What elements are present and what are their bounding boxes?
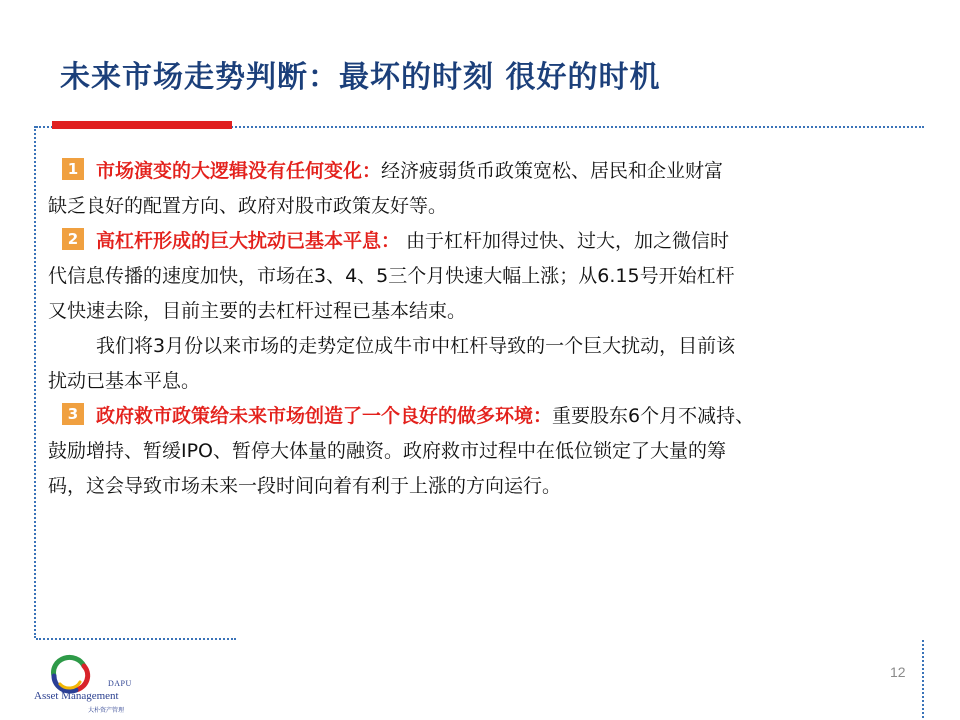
frame-right-border — [922, 640, 924, 718]
frame-bottom-border — [36, 638, 236, 640]
point-2-line-1 — [48, 224, 923, 259]
point-2-text: 由于杠杆加得过快、过大，加之微信时 — [400, 230, 730, 252]
logo-brand: DAPU — [108, 679, 132, 688]
point-2-badge: 2 — [62, 228, 84, 250]
point-1-line-2: 缺乏良好的配置方向、政府对股市政策友好等。 — [48, 195, 448, 217]
point-1-heading: 市场演变的大逻辑没有任何变化： — [96, 160, 382, 182]
title-accent-bar — [52, 121, 232, 129]
point-3-line-3: 码，这会导致市场未来一段时间向着有利于上涨的方向运行。 — [48, 475, 562, 497]
logo-chinese-name: 大朴资产管理 — [88, 707, 125, 714]
point-3-text: 重要股东6个月不减持、 — [552, 405, 755, 427]
company-logo — [34, 654, 144, 716]
frame-left-border — [34, 126, 36, 638]
point-3-badge: 3 — [62, 403, 84, 425]
point-3-line-1 — [48, 399, 923, 434]
point-2-heading: 高杠杆形成的巨大扰动已基本平息： — [96, 230, 401, 252]
logo-name: Asset Management — [34, 690, 119, 702]
point-2-line-3: 又快速去除，目前主要的去杠杆过程已基本结束。 — [48, 300, 467, 322]
point-1-text: 经济疲弱货币政策宽松、居民和企业财富 — [381, 160, 724, 182]
point-2-paragraph-line-2: 扰动已基本平息。 — [48, 370, 201, 392]
point-1-line-1 — [48, 154, 923, 189]
point-2-line-2: 代信息传播的速度加快，市场在3、4、5三个月快速大幅上涨；从6.15号开始杠杆 — [48, 265, 735, 287]
slide-title: 未来市场走势判断：最坏的时刻 很好的时机 — [60, 60, 661, 95]
page-number: 12 — [890, 664, 906, 680]
point-1-badge: 1 — [62, 158, 84, 180]
point-2-paragraph-line-1: 我们将3月份以来市场的走势定位成牛市中杠杆导致的一个巨大扰动，目前该 — [96, 335, 736, 357]
point-3-line-2: 鼓励增持、暂缓IPO、暂停大体量的融资。政府救市过程中在低位锁定了大量的筹 — [48, 440, 727, 462]
point-3-heading: 政府救市政策给未来市场创造了一个良好的做多环境： — [96, 405, 553, 427]
slide-content — [48, 154, 923, 504]
